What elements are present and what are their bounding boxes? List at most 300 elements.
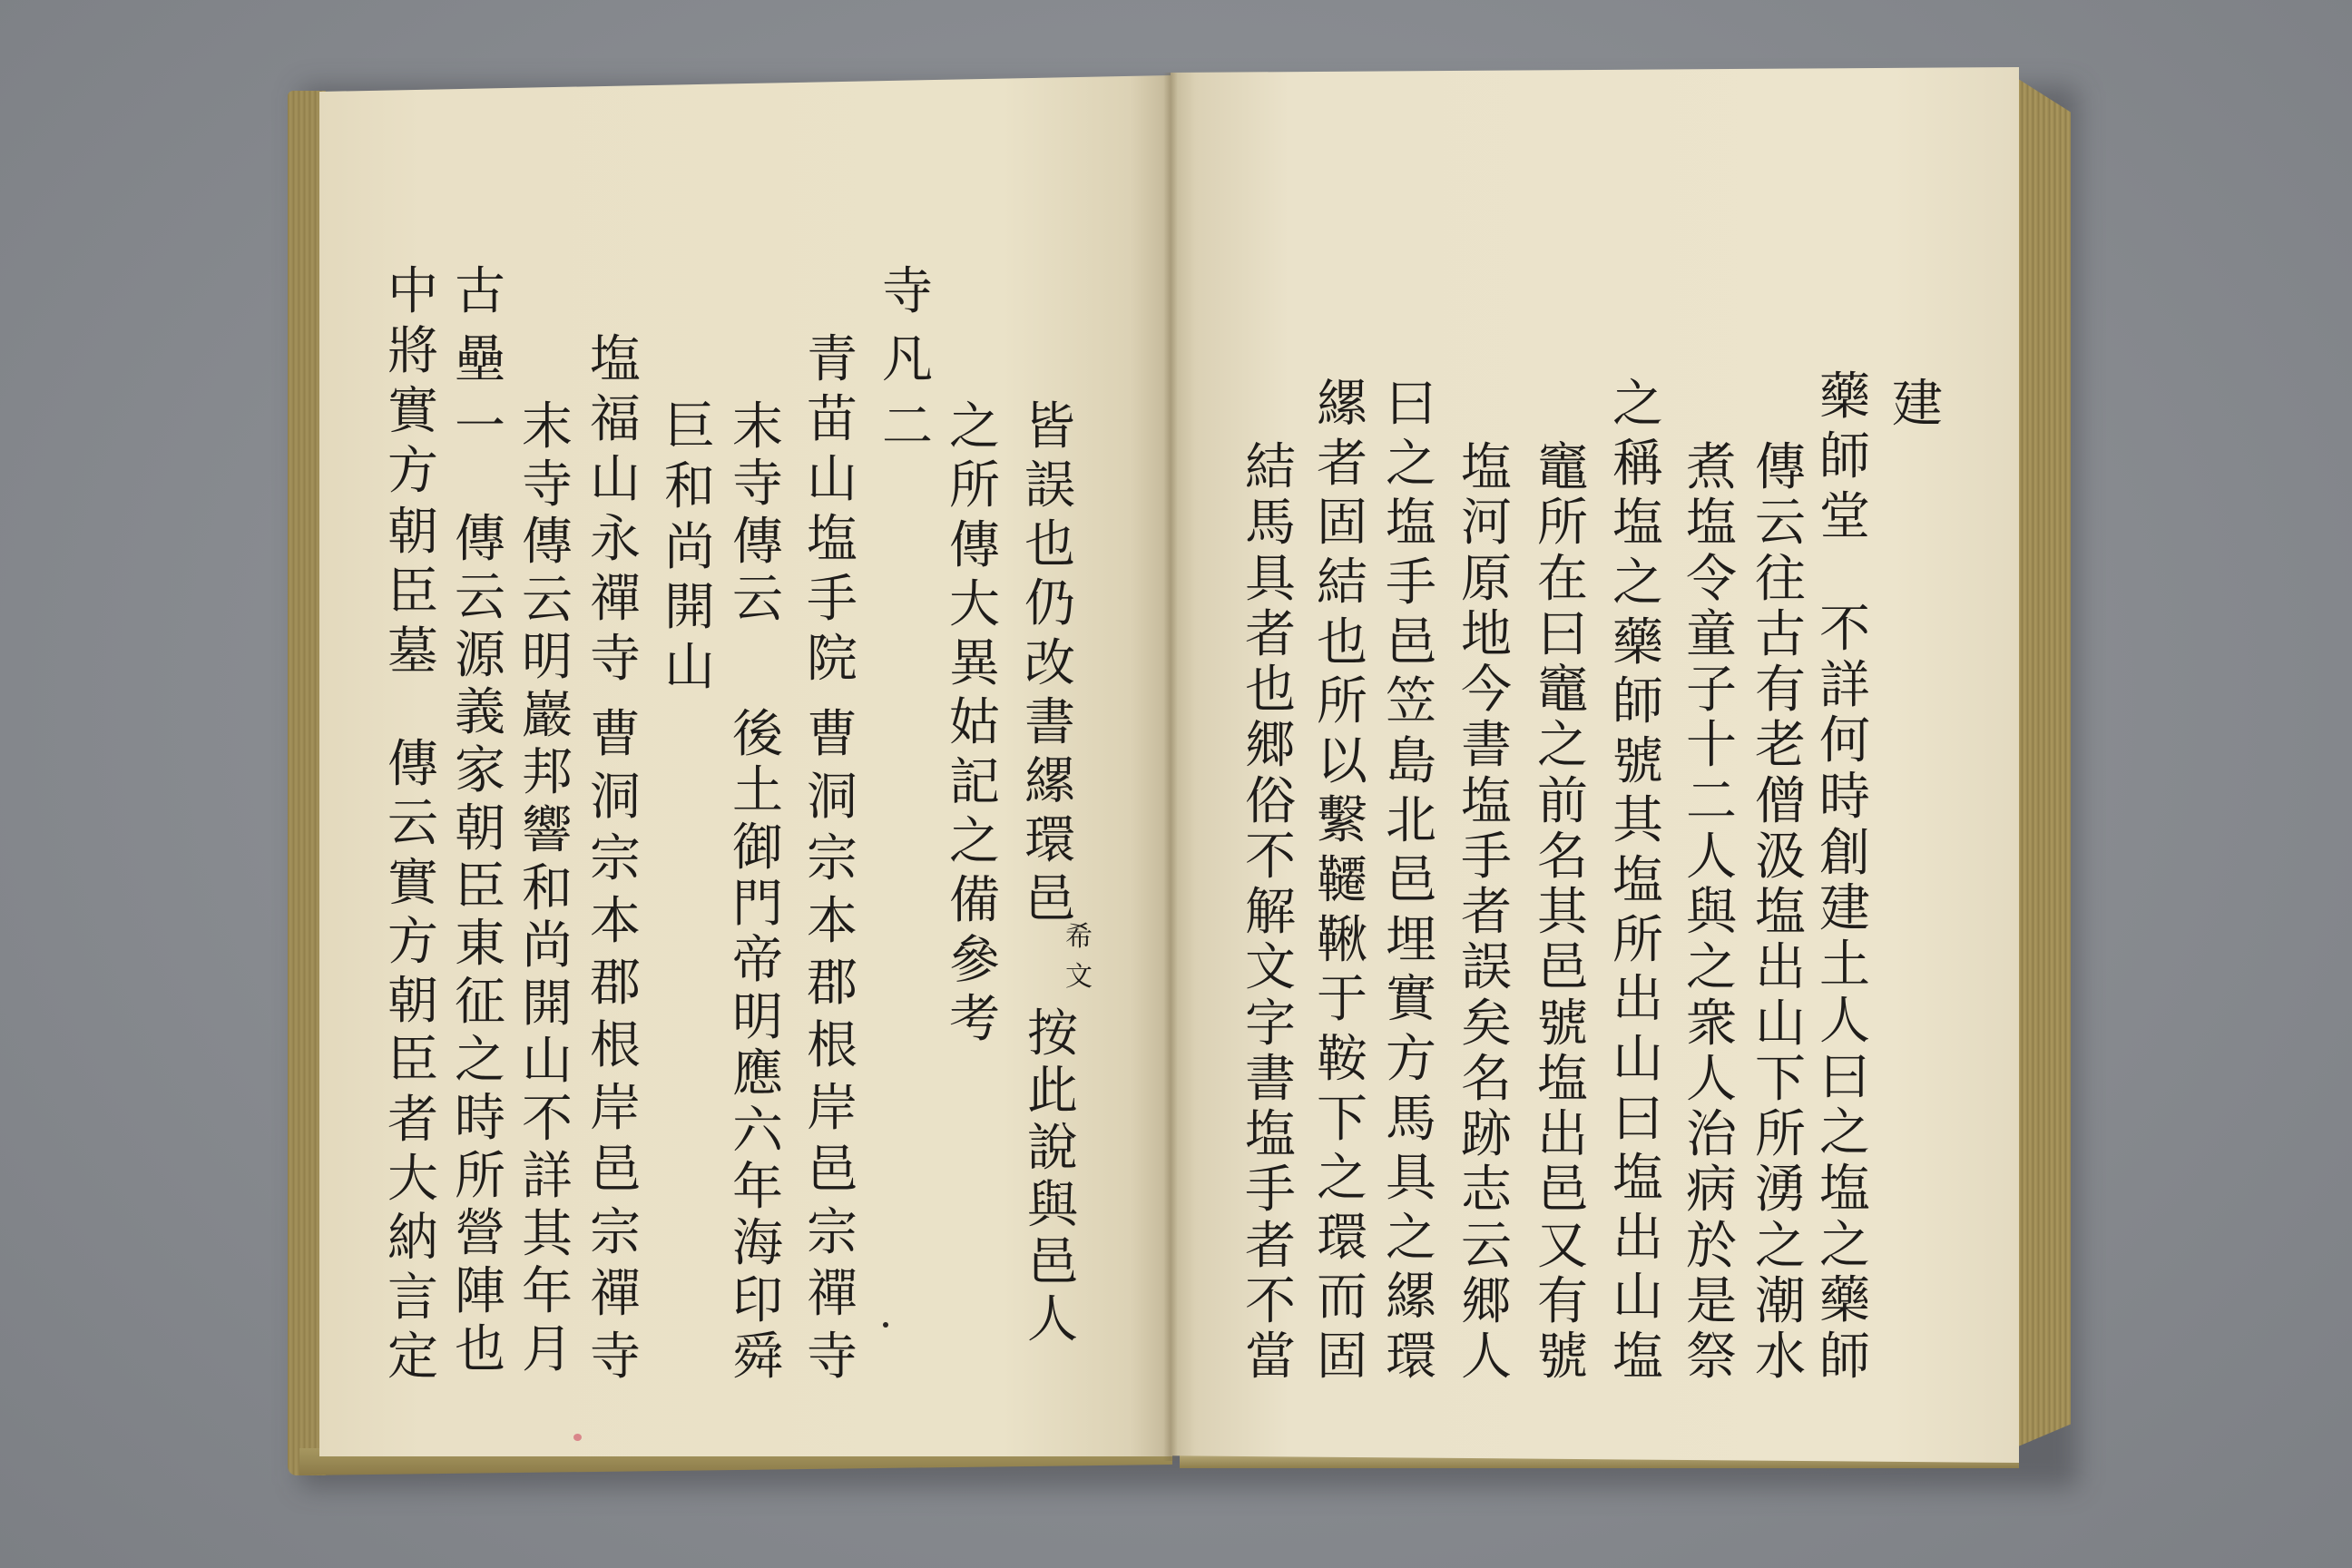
glyph: 方 (387, 912, 438, 972)
glyph: 宗 (590, 1202, 641, 1262)
glyph: 人 (1461, 1328, 1512, 1387)
glyph: 湧 (1755, 1161, 1806, 1220)
glyph: 根 (590, 1015, 641, 1075)
glyph: 老 (1755, 716, 1806, 776)
glyph: 往 (1755, 549, 1806, 609)
glyph: 言 (387, 1268, 438, 1328)
glyph: 尚 (664, 517, 715, 577)
glyph: 所 (1755, 1105, 1806, 1164)
glyph: 明 (732, 987, 783, 1047)
glyph: 古 (1755, 604, 1806, 664)
glyph: 定 (387, 1327, 438, 1387)
glyph: 門 (732, 875, 783, 935)
glyph: 在 (1537, 549, 1588, 609)
text-column (732, 397, 783, 629)
text-column (1461, 438, 1512, 1387)
glyph: 此 (1027, 1062, 1078, 1121)
glyph: 其 (522, 1204, 573, 1264)
glyph: 塩 (590, 330, 641, 389)
glyph: 陣 (455, 1262, 505, 1322)
glyph: 洞 (590, 767, 641, 827)
glyph: 之 (1819, 1215, 1870, 1275)
glyph: 之 (1537, 716, 1588, 776)
glyph: 山 (1755, 994, 1806, 1054)
glyph: 而 (1317, 1268, 1367, 1328)
temple-name (807, 330, 858, 689)
heading-temples (882, 262, 933, 456)
glyph: 縲 (1386, 1268, 1436, 1328)
glyph: 實 (387, 853, 438, 913)
glyph: 者 (387, 1090, 438, 1150)
glyph: 環 (1317, 1208, 1367, 1268)
glyph: 埋 (1386, 910, 1436, 970)
glyph: 傳 (949, 515, 1000, 575)
glyph: 曰 (1612, 1089, 1663, 1149)
glyph: 藥 (1819, 368, 1870, 426)
right-page (1171, 67, 2019, 1463)
glyph: 出 (1537, 1105, 1588, 1164)
glyph: 號 (1537, 1328, 1588, 1387)
glyph: 響 (522, 800, 573, 860)
glyph: 人 (1686, 1049, 1737, 1109)
glyph: 具 (1386, 1149, 1436, 1209)
glyph: 之 (1317, 1149, 1367, 1209)
glyph: 塩 (1612, 851, 1663, 910)
glyph: 曹 (807, 705, 858, 764)
glyph: 所 (949, 456, 1000, 516)
glyph: 前 (1537, 771, 1588, 831)
glyph: 宗 (590, 829, 641, 889)
glyph: 巖 (522, 685, 573, 745)
glyph: 壘 (455, 329, 505, 389)
glyph: 寺 (522, 455, 573, 514)
glyph: 塩 (807, 510, 858, 569)
glyph: 家 (455, 741, 505, 801)
glyph: 之 (455, 1031, 505, 1091)
glyph: 俗 (1245, 771, 1296, 831)
text-column (590, 705, 641, 1387)
glyph: 海 (732, 1214, 783, 1274)
glyph: 曰 (1386, 375, 1436, 434)
glyph: 師 (1612, 672, 1663, 732)
glyph: 方 (387, 442, 438, 502)
glyph: 年 (522, 1262, 573, 1322)
glyph: 宗 (807, 829, 858, 889)
glyph: 笠 (1386, 672, 1436, 732)
glyph: 禪 (807, 1265, 858, 1325)
glyph: 結 (1245, 438, 1296, 497)
glyph: 開 (522, 974, 573, 1034)
glyph: 墓 (387, 622, 438, 681)
glyph: 之 (1386, 1208, 1436, 1268)
glyph: 院 (807, 630, 858, 689)
heading-old-fortress (455, 262, 505, 456)
glyph: 人 (1027, 1290, 1078, 1349)
glyph: 塩 (1537, 1049, 1588, 1109)
glyph: 書 (1461, 716, 1512, 776)
glyph: 營 (455, 1204, 505, 1264)
glyph: 下 (1755, 1049, 1806, 1109)
glyph: 手 (1245, 1161, 1296, 1220)
glyph: 實 (1386, 970, 1436, 1030)
glyph: 潮 (1755, 1271, 1806, 1331)
glyph: 所 (1537, 494, 1588, 554)
glyph: 說 (1027, 1119, 1078, 1178)
glyph: 大 (387, 1150, 438, 1210)
glyph: 參 (949, 930, 1000, 990)
glyph: 者 (1245, 604, 1296, 664)
glyph: 固 (1317, 494, 1367, 554)
glyph: 書 (1245, 1049, 1296, 1109)
glyph: 文 (1065, 961, 1093, 993)
glyph: 馬 (1245, 494, 1296, 554)
glyph: 今 (1461, 661, 1512, 720)
glyph: 按 (1027, 1004, 1078, 1063)
glyph: 應 (732, 1044, 783, 1104)
glyph: 義 (455, 683, 505, 743)
glyph: 邑 (590, 1141, 641, 1200)
glyph: 一 (455, 397, 505, 456)
glyph: 下 (1317, 1089, 1367, 1149)
glyph: 有 (1537, 1271, 1588, 1331)
glyph: 洞 (807, 767, 858, 827)
glyph: 福 (590, 390, 641, 449)
glyph: 當 (1245, 1328, 1296, 1387)
glyph: 童 (1686, 604, 1737, 664)
glyph: 山 (590, 450, 641, 509)
glyph: 是 (1686, 1271, 1737, 1331)
glyph: 大 (949, 574, 1000, 634)
glyph: 永 (590, 510, 641, 569)
glyph: 原 (1461, 549, 1512, 609)
glyph: 縲 (1024, 751, 1075, 811)
glyph: 山 (807, 450, 858, 509)
glyph: 後 (732, 705, 783, 764)
glyph: 和 (522, 858, 573, 918)
glyph: 十 (1686, 716, 1737, 776)
text-column (1027, 1004, 1078, 1349)
glyph: 皆 (1024, 397, 1075, 456)
text-column (387, 735, 438, 1387)
glyph: 塩 (1686, 494, 1737, 554)
glyph: 鞍 (1317, 1029, 1367, 1089)
glyph: 之 (949, 812, 1000, 872)
glyph: 地 (1461, 604, 1512, 664)
glyph: 水 (1755, 1328, 1806, 1387)
heading-yakushido (1819, 368, 1870, 546)
glyph: 云 (1461, 1216, 1512, 1276)
glyph: 東 (455, 915, 505, 975)
glyph: 改 (1024, 633, 1075, 693)
glyph: 云 (522, 570, 573, 630)
glyph: 之 (1755, 1216, 1806, 1276)
glyph: 藥 (1612, 612, 1663, 672)
glyph: 邑 (1537, 1161, 1588, 1220)
glyph: 也 (455, 1319, 505, 1379)
glyph: 字 (1245, 994, 1296, 1054)
glyph: 馬 (1386, 1089, 1436, 1149)
glyph: 山 (1612, 1029, 1663, 1089)
glyph: 號 (1537, 994, 1588, 1054)
glyph: 邑 (1024, 870, 1075, 929)
glyph: 御 (732, 818, 783, 877)
glyph: 名 (1461, 1049, 1512, 1109)
glyph: 郡 (807, 954, 858, 1014)
glyph: 所 (455, 1146, 505, 1206)
glyph: 源 (455, 625, 505, 685)
glyph: 出 (1755, 938, 1806, 998)
text-column (1537, 438, 1588, 1387)
glyph: 誤 (1024, 456, 1075, 516)
glyph: 本 (590, 891, 641, 951)
glyph: 寺 (590, 1327, 641, 1387)
glyph: 固 (1317, 1328, 1367, 1387)
glyph: 青 (807, 330, 858, 389)
glyph: 島 (1386, 731, 1436, 791)
glyph: 古 (455, 262, 505, 321)
glyph: 二 (1686, 771, 1737, 831)
continuation-character (1892, 375, 1943, 434)
glyph: 禪 (590, 570, 641, 629)
glyph: 方 (1386, 1029, 1436, 1089)
glyph: 巨 (664, 397, 715, 456)
glyph: 煮 (1686, 438, 1737, 497)
text-column (1024, 397, 1075, 929)
glyph: 備 (949, 871, 1000, 931)
glyph: 禪 (590, 1265, 641, 1325)
glyph: 與 (1027, 1176, 1078, 1235)
glyph: 矣 (1461, 994, 1512, 1054)
glyph: 傳 (455, 510, 505, 569)
ink-dot-mark (883, 1322, 888, 1328)
glyph: 年 (732, 1157, 783, 1217)
glyph: 志 (1461, 1161, 1512, 1220)
text-column (1819, 600, 1870, 1387)
glyph: 之 (1819, 1103, 1870, 1163)
glyph: 出 (1612, 970, 1663, 1030)
glyph: 有 (1755, 661, 1806, 720)
glyph: 記 (949, 752, 1000, 812)
text-column (1686, 438, 1737, 1387)
glyph: 跡 (1461, 1105, 1512, 1164)
red-stain-mark (573, 1434, 582, 1441)
glyph: 誤 (1461, 938, 1512, 998)
glyph: 書 (1024, 692, 1075, 752)
glyph: 手 (807, 570, 858, 629)
glyph: 也 (1245, 661, 1296, 720)
glyph: 子 (1686, 661, 1737, 720)
glyph: 岸 (807, 1078, 858, 1138)
glyph: 山 (1612, 1268, 1663, 1328)
text-column (455, 510, 505, 1379)
glyph: 之 (949, 397, 1000, 456)
glyph: 時 (1819, 768, 1870, 828)
glyph: 文 (1245, 938, 1296, 998)
glyph: 塩 (1755, 883, 1806, 942)
glyph: 結 (1317, 553, 1367, 612)
glyph: 云 (1755, 494, 1806, 554)
glyph: 云 (387, 794, 438, 854)
glyph: 者 (1461, 883, 1512, 942)
glyph: 根 (807, 1015, 858, 1075)
glyph: 希 (1065, 921, 1093, 953)
glyph: 帝 (732, 931, 783, 991)
glyph: 不 (1819, 600, 1870, 659)
glyph: 考 (949, 989, 1000, 1049)
temple-name (590, 330, 641, 689)
glyph: 郷 (1245, 716, 1296, 776)
glyph: 北 (1386, 791, 1436, 851)
glyph: 塩 (1386, 494, 1436, 554)
glyph: 塩 (1819, 1159, 1870, 1219)
glyph: 稱 (1612, 434, 1663, 494)
glyph: 之 (1386, 434, 1436, 494)
glyph: 鞦 (1317, 910, 1367, 970)
glyph: 本 (807, 891, 858, 951)
glyph: 朝 (455, 799, 505, 858)
text-column (1612, 375, 1663, 1387)
glyph: 郷 (1461, 1271, 1512, 1331)
glyph: 山 (522, 1032, 573, 1092)
glyph: 六 (732, 1101, 783, 1161)
glyph: 者 (1245, 1216, 1296, 1276)
glyph: 何 (1819, 711, 1870, 771)
glyph: 寺 (590, 630, 641, 689)
text-column (732, 705, 783, 1387)
glyph: 者 (1317, 434, 1367, 494)
glyph: 治 (1686, 1105, 1737, 1164)
glyph: 郡 (590, 954, 641, 1014)
glyph: 令 (1686, 549, 1737, 609)
glyph: 出 (1612, 1208, 1663, 1268)
glyph: 塩 (1461, 771, 1512, 831)
glyph: 人 (1819, 991, 1870, 1051)
glyph: 和 (664, 457, 715, 517)
heading-tomb (387, 262, 438, 681)
glyph: 號 (1612, 731, 1663, 791)
glyph: 傳 (732, 512, 783, 572)
glyph: 邑 (1386, 851, 1436, 910)
glyph: 曰 (1819, 1047, 1870, 1107)
glyph: 師 (1819, 1327, 1870, 1387)
glyph: 於 (1686, 1216, 1737, 1276)
glyph: 凡 (882, 329, 933, 389)
glyph: 于 (1317, 970, 1367, 1030)
glyph: 塩 (1612, 494, 1663, 554)
glyph: 邑 (807, 1141, 858, 1200)
glyph: 姑 (949, 693, 1000, 753)
glyph: 臣 (455, 857, 505, 916)
glyph: 僧 (1755, 771, 1806, 831)
glyph: 詳 (1819, 655, 1870, 715)
glyph: 開 (664, 577, 715, 637)
glyph: 明 (522, 628, 573, 688)
glyph: 寺 (732, 455, 783, 514)
glyph: 云 (732, 569, 783, 629)
glyph: 縲 (1317, 375, 1367, 434)
text-column (807, 705, 858, 1387)
glyph: 不 (1245, 1271, 1296, 1331)
glyph: 宗 (807, 1202, 858, 1262)
glyph: 實 (387, 382, 438, 442)
glyph: 尚 (522, 916, 573, 976)
glyph: 末 (522, 397, 573, 456)
glyph: 納 (387, 1209, 438, 1269)
glyph: 手 (1461, 827, 1512, 887)
glyph: 傳 (522, 513, 573, 573)
glyph: 時 (455, 1088, 505, 1148)
text-column (1245, 438, 1296, 1387)
glyph: 寺 (807, 1327, 858, 1387)
text-column (664, 397, 715, 697)
glyph: 也 (1024, 515, 1075, 575)
glyph: 其 (1612, 791, 1663, 851)
glyph: 土 (1819, 936, 1870, 995)
glyph: 具 (1245, 549, 1296, 609)
glyph: 邦 (522, 743, 573, 803)
glyph: 塩 (1612, 1149, 1663, 1209)
glyph: 臣 (387, 562, 438, 622)
glyph: 岸 (590, 1078, 641, 1138)
glyph: 病 (1686, 1161, 1737, 1220)
book-gutter (1163, 73, 1178, 1461)
glyph: 印 (732, 1270, 783, 1330)
glyph: 邑 (1386, 612, 1436, 672)
glyph: 朝 (387, 502, 438, 562)
glyph: 詳 (522, 1147, 573, 1207)
text-column (1386, 375, 1436, 1387)
glyph: 曰 (1537, 604, 1588, 664)
glyph: 人 (1686, 827, 1737, 887)
text-column (949, 397, 1000, 1049)
text-column (522, 397, 573, 1379)
text-column (1317, 375, 1367, 1387)
glyph: 之 (1612, 375, 1663, 434)
glyph: 之 (1612, 553, 1663, 612)
glyph: 邑 (1027, 1233, 1078, 1292)
glyph: 不 (522, 1089, 573, 1149)
glyph: 將 (387, 322, 438, 382)
glyph: 創 (1819, 823, 1870, 883)
text-column (1755, 438, 1806, 1387)
glyph: 中 (387, 262, 438, 321)
glyph: 之 (1686, 938, 1737, 998)
glyph: 與 (1686, 883, 1737, 942)
glyph: 曹 (590, 705, 641, 764)
glyph: 塩 (1612, 1328, 1663, 1387)
glyph: 名 (1537, 827, 1588, 887)
glyph: 建 (1892, 375, 1943, 434)
glyph: 山 (664, 638, 715, 697)
glyph: 塩 (1461, 438, 1512, 497)
glyph: 所 (1317, 672, 1367, 732)
glyph: 朝 (387, 972, 438, 1032)
glyph: 手 (1386, 553, 1436, 612)
glyph: 河 (1461, 494, 1512, 554)
glyph: 寺 (882, 262, 933, 321)
glyph: 堂 (1819, 487, 1870, 546)
glyph: 末 (732, 397, 783, 456)
glyph: 苗 (807, 390, 858, 449)
glyph: 傳 (1755, 438, 1806, 497)
glyph: 衆 (1686, 994, 1737, 1054)
glyph: 環 (1024, 810, 1075, 870)
glyph: 邑 (1537, 938, 1588, 998)
glyph: 其 (1537, 883, 1588, 942)
glyph: 師 (1819, 427, 1870, 486)
glyph: 不 (1245, 827, 1296, 887)
glyph: 臣 (387, 1031, 438, 1091)
